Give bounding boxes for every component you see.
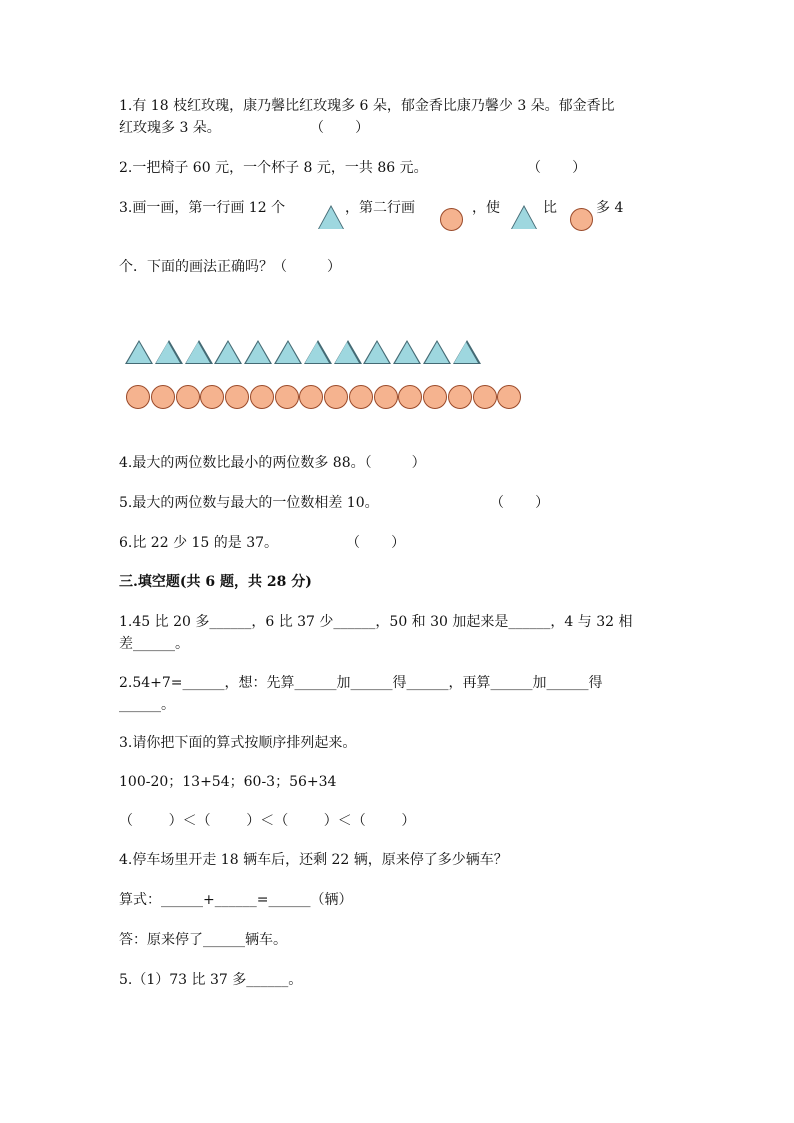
judge-q3-part3: ，使 xyxy=(472,200,500,216)
row-triangle-fill xyxy=(335,342,359,363)
judge-q2-answer-paren[interactable]: （ ） xyxy=(527,160,587,176)
row-circle-icon xyxy=(423,385,447,409)
inline-circle-icon-2 xyxy=(570,208,593,231)
row-circle-icon xyxy=(374,385,398,409)
fill-q4-equation[interactable]: 算式：______+______=______（辆） xyxy=(119,892,353,908)
judge-q6-answer-paren[interactable]: （ ） xyxy=(346,535,406,551)
judge-q1-answer-paren[interactable]: （ ） xyxy=(310,120,370,136)
row-triangle-fill xyxy=(365,342,389,363)
row-circle-icon xyxy=(126,385,150,409)
row-triangle-fill xyxy=(395,342,419,363)
judge-q1-line1: 1.有 18 枝红玫瑰，康乃馨比红玫瑰多 6 朵，郁金香比康乃馨少 3 朵。郁金香比 xyxy=(119,98,615,114)
fill-q5-line1: 5.（1）73 比 37 多______。 xyxy=(119,972,303,988)
row-circle-icon xyxy=(299,385,323,409)
judge-q3-line2: 个．下面的画法正确吗？（ ） xyxy=(119,259,342,275)
row-triangle-fill xyxy=(246,342,270,363)
fill-q1-line2: 差______。 xyxy=(119,636,189,652)
row-triangle-fill xyxy=(425,342,449,363)
fill-q2-line1: 2.54+7=______，想：先算______加______得______，再算______加______得 xyxy=(119,675,603,691)
judge-q5-text: 5.最大的两位数与最大的一位数相差 10。 xyxy=(119,495,379,511)
row-circle-icon xyxy=(324,385,348,409)
fill-q2-line2: ______。 xyxy=(119,697,175,713)
row-circle-icon xyxy=(250,385,274,409)
fill-q3-line1: 3.请你把下面的算式按顺序排列起来。 xyxy=(119,735,357,751)
row-circle-icon xyxy=(448,385,472,409)
judge-q3-part4: 比 xyxy=(543,200,557,216)
row-circle-icon xyxy=(275,385,299,409)
row-triangle-fill xyxy=(276,342,300,363)
section3-title: 三.填空题(共 6 题，共 28 分) xyxy=(119,574,312,590)
judge-q2-text: 2.一把椅子 60 元，一个杯子 8 元，一共 86 元。 xyxy=(119,160,428,176)
row-triangle-fill xyxy=(156,342,180,363)
inline-triangle-fill xyxy=(319,207,343,229)
row-circle-icon xyxy=(497,385,521,409)
row-triangle-fill xyxy=(186,342,210,363)
row-triangle-fill xyxy=(454,342,478,363)
inline-circle-icon xyxy=(440,208,463,231)
fill-q4-answer[interactable]: 答：原来停了______辆车。 xyxy=(119,932,287,948)
fill-q3-expressions: 100-20；13+54；60-3；56+34 xyxy=(119,774,337,790)
row-circle-icon xyxy=(176,385,200,409)
judge-q4-text: 4.最大的两位数比最小的两位数多 88。（ ） xyxy=(119,455,426,471)
judge-q6-text: 6.比 22 少 15 的是 37。 xyxy=(119,535,279,551)
judge-q3-part1: 3.画一画，第一行画 12 个 xyxy=(119,200,286,216)
row-circle-icon xyxy=(349,385,373,409)
row-circle-icon xyxy=(151,385,175,409)
row-triangle-fill xyxy=(127,342,151,363)
fill-q3-order-blanks[interactable]: （ ）＜（ ）＜（ ）＜（ ） xyxy=(119,813,416,829)
fill-q4-line1: 4.停车场里开走 18 辆车后，还剩 22 辆，原来停了多少辆车？ xyxy=(119,852,508,868)
row-circle-icon xyxy=(473,385,497,409)
judge-q5-answer-paren[interactable]: （ ） xyxy=(490,495,550,511)
fill-q1-line1: 1.45 比 20 多______，6 比 37 少______，50 和 30 加起来是______，4 与 32 相 xyxy=(119,614,633,630)
inline-triangle-fill-2 xyxy=(512,207,536,229)
judge-q3-part5: 多 4 xyxy=(596,200,624,216)
row-circle-icon xyxy=(225,385,249,409)
row-circle-icon xyxy=(200,385,224,409)
judge-q3-part2: ，第二行画 xyxy=(345,200,415,216)
row-triangle-fill xyxy=(216,342,240,363)
row-triangle-fill xyxy=(305,342,329,363)
row-circle-icon xyxy=(398,385,422,409)
judge-q1-line2: 红玫瑰多 3 朵。 xyxy=(119,120,221,136)
